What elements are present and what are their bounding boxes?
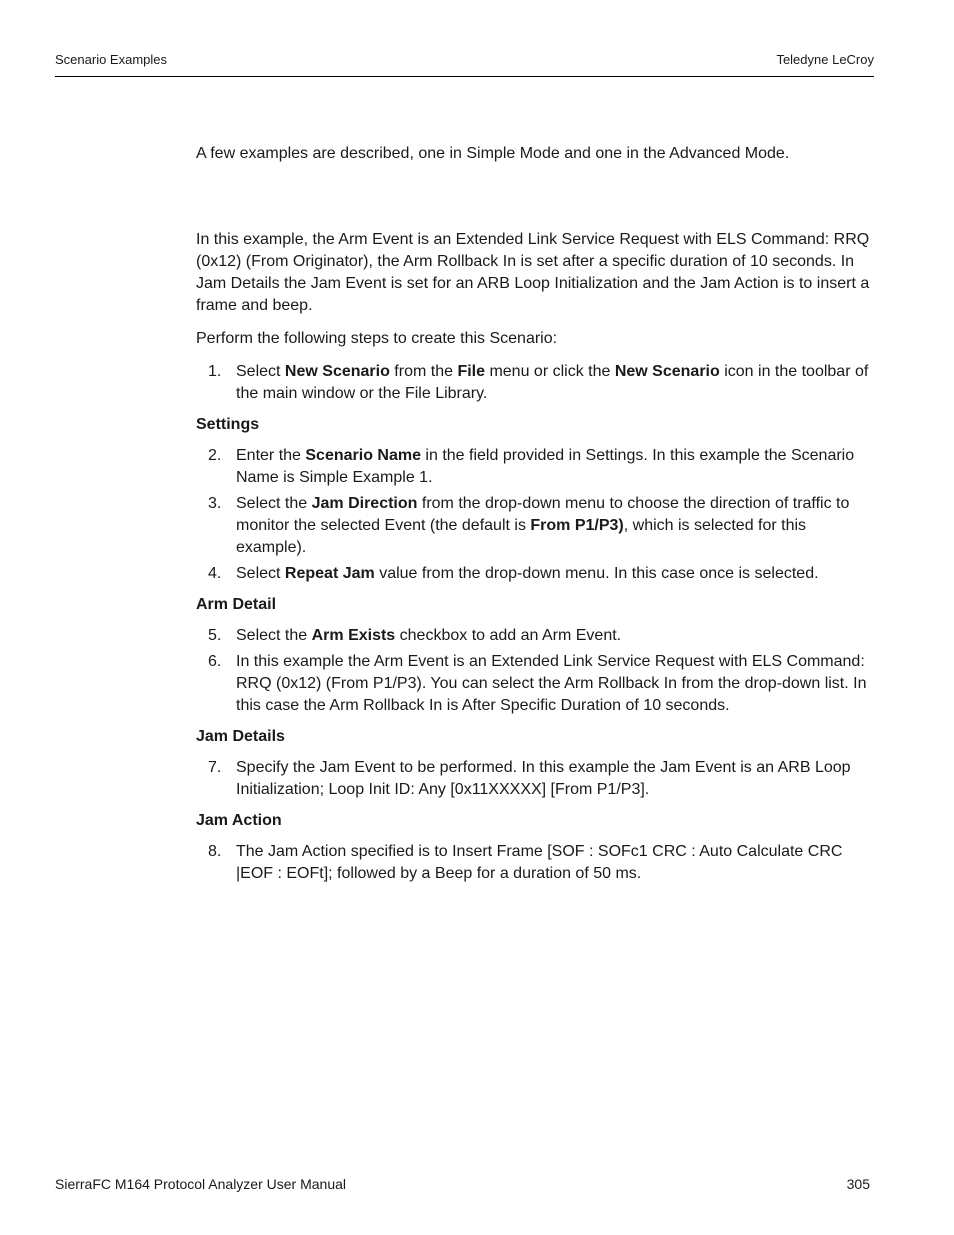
heading-arm-detail: Arm Detail [196,596,277,613]
step-text: Specify the Jam Event to be performed. In this example the Jam Event is an ARB Loop Initialization; Loop Init ID: Any [0x11XXXXX] [From P1/P3]. [236,759,851,798]
intro-section [196,143,872,165]
step-1 [196,361,872,405]
heading-jam-action: Jam Action [196,812,282,829]
header-section-title: Scenario Examples [55,52,167,67]
step-number: 4. [208,565,222,582]
step-bold-term: File [457,363,485,380]
step-text: from the drop-down menu to choose the direction of traffic to monitor the selected Event (the default is [236,495,850,534]
step-bold-term: Scenario Name [305,447,421,464]
footer-page-number: 305 [846,1176,870,1192]
step-text: Select the [236,627,312,644]
step-bold-term: Jam Direction [311,495,418,512]
step-text: , which is selected for this example). [236,517,807,556]
step-number: 6. [208,653,222,670]
step-4 [196,563,872,585]
step-text: from the [389,363,458,380]
step-5 [196,625,872,647]
step-bold-term: Arm Exists [311,627,396,644]
step-number: 8. [208,843,222,860]
step-text: Enter the [236,447,306,464]
step-3 [196,493,872,559]
steps-intro: Perform the following steps to create this Scenario: [196,330,558,347]
heading-jam-details: Jam Details [196,728,285,745]
step-text: menu or click the [485,363,615,380]
page-header [55,52,874,77]
step-8 [196,841,872,885]
step-7 [196,757,872,801]
step-text: The Jam Action specified is to Insert Frame [SOF : SOFc1 CRC : Auto Calculate CRC |EOF : EOFt]; followed by a Beep for a duration of 50 ms. [236,843,843,882]
step-text: In this example the Arm Event is an Extended Link Service Request with ELS Command: RRQ (0x12) (From P1/P3). You can select the Arm Rollback In from the drop-down list. In this case the Arm Rollback In is After Specific Duration of 10 seconds. [236,653,867,714]
footer-manual-title: SierraFC M164 Protocol Analyzer User Manual [55,1176,347,1192]
step-number: 1. [208,363,222,380]
step-text: in the field provided in Settings. In this example the Scenario Name is Simple Example 1. [236,447,855,486]
step-text: value from the drop-down menu. In this case once is selected. [374,565,819,582]
step-text: Select [236,565,285,582]
header-company-name: Teledyne LeCroy [776,52,874,67]
example-description: In this example, the Arm Event is an Extended Link Service Request with ELS Command: RRQ (0x12) (From Originator), the Arm Rollback In is set after a specific duration of 10 seconds. In Jam Details the Jam Event is set for an ARB Loop Initialization and the Jam Action is to insert a frame and beep. [196,231,870,314]
step-bold-term: New Scenario [284,363,390,380]
intro-paragraph: A few examples are described, one in Simple Mode and one in the Advanced Mode. [196,145,790,162]
step-text: Select the [236,495,312,512]
step-text: icon in the toolbar of the main window or the File Library. [236,363,869,402]
step-bold-term: Repeat Jam [284,565,375,582]
step-number: 3. [208,495,222,512]
step-number: 2. [208,447,222,464]
step-number: 5. [208,627,222,644]
step-bold-term: From P1/P3) [530,517,624,534]
step-2 [196,445,872,489]
step-number: 7. [208,759,222,776]
step-6 [196,651,872,717]
step-bold-term: New Scenario [614,363,720,380]
heading-settings: Settings [196,416,260,433]
step-text: Select [236,363,285,380]
step-text: checkbox to add an Arm Event. [395,627,622,644]
example-section [196,229,872,885]
